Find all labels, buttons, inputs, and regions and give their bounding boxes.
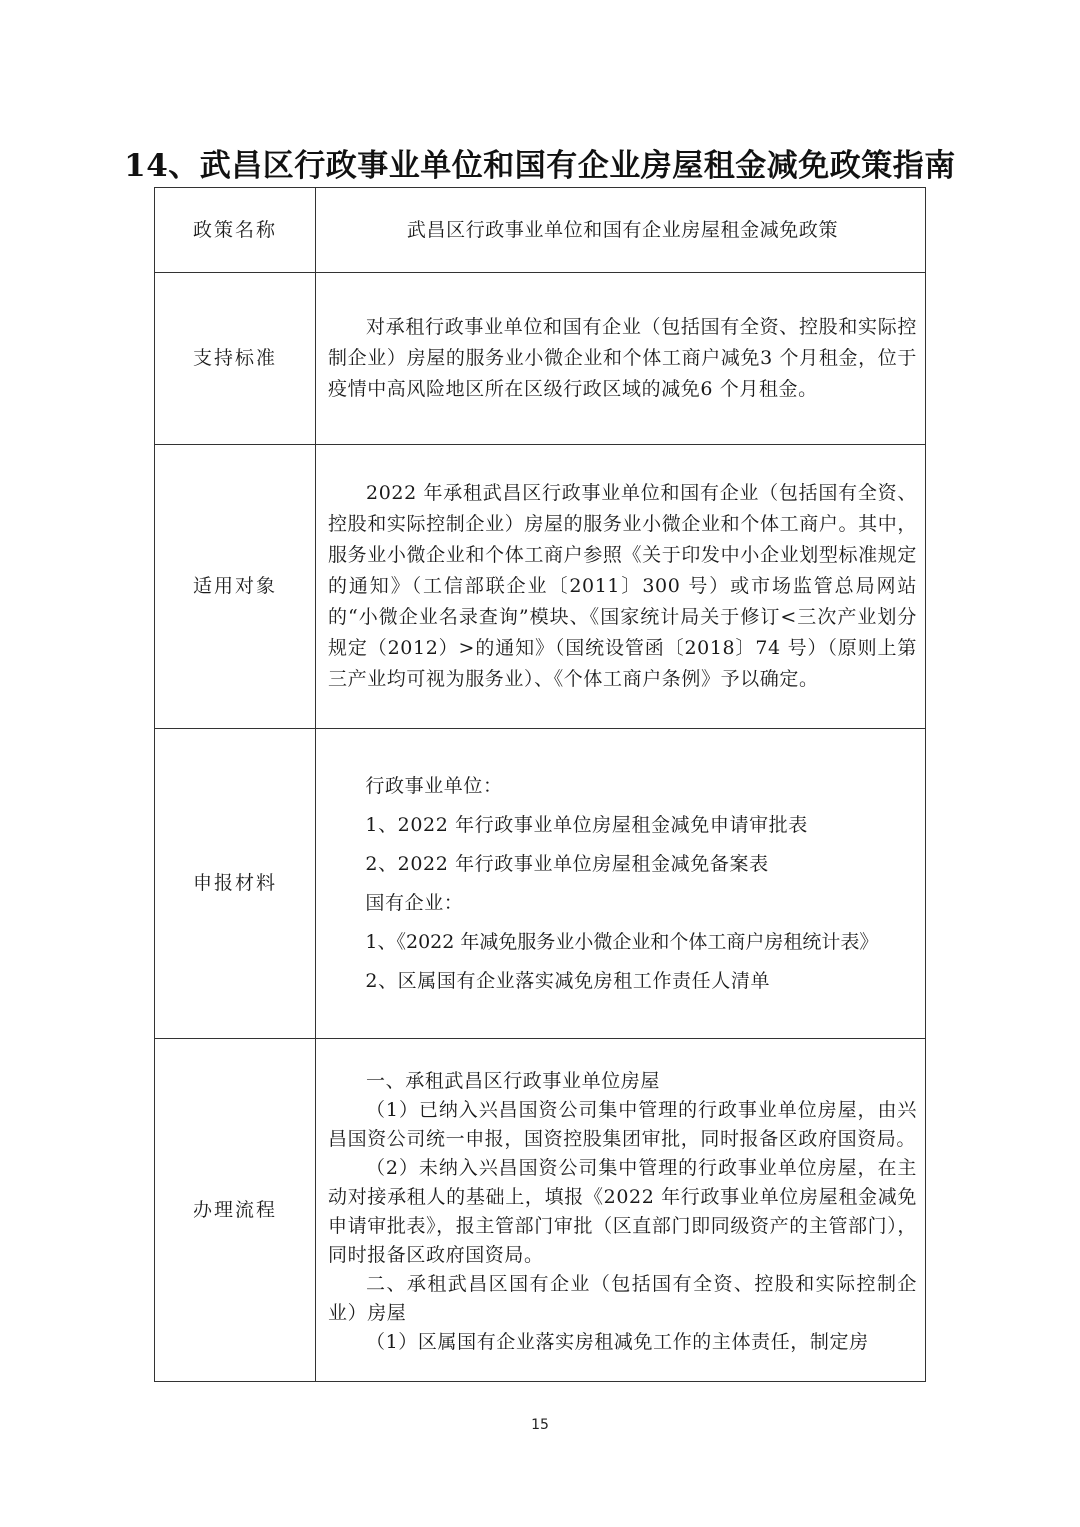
policy-name-value: 武昌区行政事业单位和国有企业房屋租金减免政策 — [316, 188, 926, 273]
procedure-cell — [316, 1039, 926, 1382]
applicable-target-cell — [316, 445, 926, 729]
materials-line: 2、2022 年行政事业单位房屋租金减免备案表 — [365, 852, 769, 875]
procedure-paragraph: 一、承租武昌区行政事业单位房屋 — [366, 1070, 661, 1092]
table-row-policy-name — [155, 188, 926, 273]
page-title: 14、武昌区行政事业单位和国有企业房屋租金减免政策指南 — [124, 148, 956, 184]
procedure-paragraph: （1）已纳入兴昌国资公司集中管理的行政事业单位房屋，由兴昌国资公司统一申报，国资控股集团审批，同时报备区政府国资局。 — [328, 1099, 917, 1150]
table-row-support-standard — [155, 273, 926, 445]
application-materials-cell — [316, 729, 926, 1039]
materials-line: 国有企业： — [365, 891, 464, 914]
materials-line: 行政事业单位： — [365, 774, 503, 797]
materials-line: 2、区属国有企业落实减免房租工作责任人清单 — [365, 969, 771, 992]
procedure-paragraph: （1）区属国有企业落实房租减免工作的主体责任，制定房 — [366, 1331, 869, 1353]
page-number: 15 — [531, 1417, 549, 1433]
applicable-target-text: 2022 年承租武昌区行政事业单位和国有企业（包括国有全资、控股和实际控制企业）房屋的服务业小微企业和个体工商户。其中，服务业小微企业和个体工商户参照《关于印发中小企业划型标准规定的通知》（工信部联企业〔2011〕300 号）或市场监管总局网站的“小微企业名录查询”模块、《国家统计局关于修订<三次产业划分规定（2012）>的通知》（国统设管函〔2018〕74 号）（原则上第三产业均可视为服务业）、《个体工商户条例》予以确定。 — [328, 482, 917, 690]
table-row-application-materials — [155, 729, 926, 1039]
table-row-procedure — [155, 1039, 926, 1382]
procedure-text-block — [328, 1039, 917, 1381]
materials-line: 1、2022 年行政事业单位房屋租金减免申请审批表 — [365, 813, 808, 836]
row-label-applicable-target: 适用对象 — [155, 445, 316, 729]
row-label-policy-name: 政策名称 — [155, 188, 316, 273]
procedure-paragraph: （2）未纳入兴昌国资公司集中管理的行政事业单位房屋，在主动对接承租人的基础上，填报《2022 年行政事业单位房屋租金减免申请审批表》，报主管部门审批（区直部门即同级资产的主管部门），同时报备区政府国资局。 — [328, 1157, 917, 1266]
row-label-support-standard: 支持标准 — [155, 273, 316, 445]
support-standard-cell — [316, 273, 926, 445]
row-label-application-materials: 申报材料 — [155, 729, 316, 1039]
support-standard-text: 对承租行政事业单位和国有企业（包括国有全资、控股和实际控制企业）房屋的服务业小微企业和个体工商户减免3 个月租金，位于疫情中高风险地区所在区级行政区域的减免6 个月租金。 — [328, 316, 917, 400]
materials-line: 1、《2022 年减免服务业小微企业和个体工商户房租统计表》 — [365, 930, 879, 953]
procedure-paragraph: 二、承租武昌区国有企业（包括国有全资、控股和实际控制企业）房屋 — [328, 1273, 917, 1324]
policy-guide-table — [154, 187, 926, 1382]
table-row-applicable-target — [155, 445, 926, 729]
row-label-procedure: 办理流程 — [155, 1039, 316, 1382]
